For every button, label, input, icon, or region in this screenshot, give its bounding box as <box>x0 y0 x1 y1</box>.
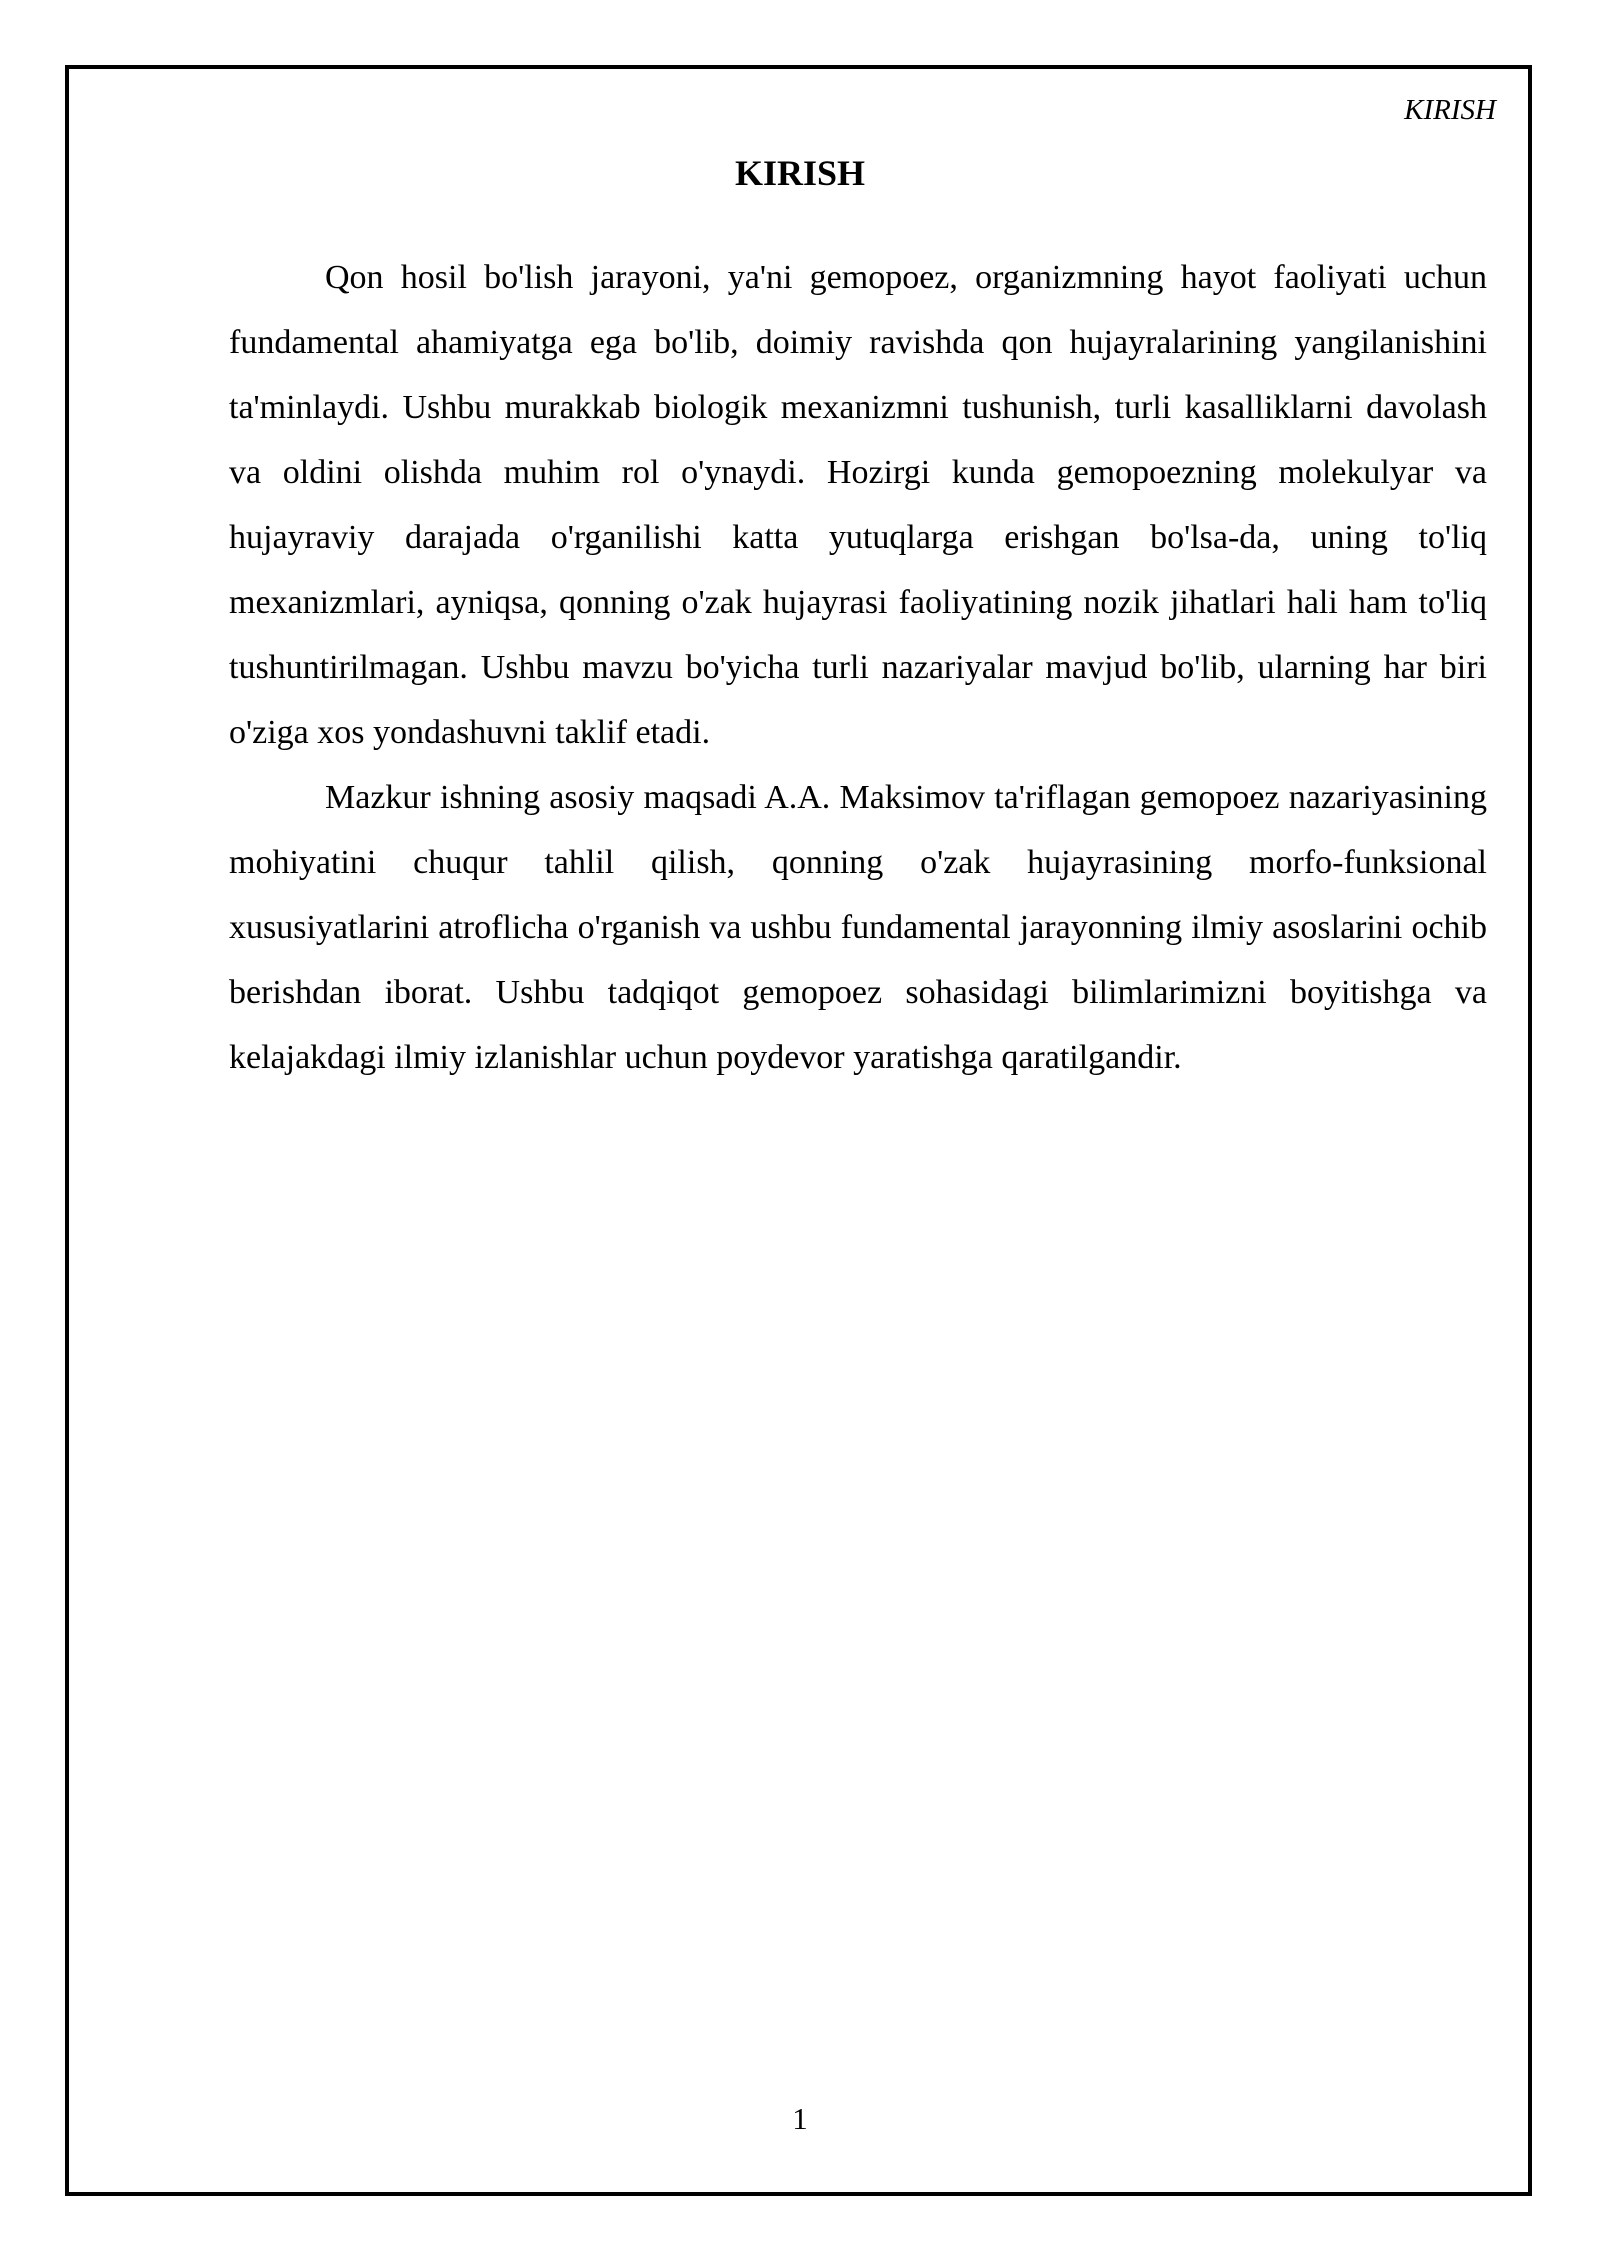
body-text <box>229 245 1487 1090</box>
page-title: KIRISH <box>734 153 866 193</box>
page-number: 1 <box>792 2101 808 2136</box>
paragraph: Qon hosil bo'lish jarayoni, ya'ni gemopoez, organizmning hayot faoliyati uchun fundamental ahamiyatga ega bo'lib, doimiy ravishda qon hujayralarining yangilanishini ta'minlaydi. Ushbu murakkab biologik mexanizmni tushunish, turli kasalliklarni davolash va oldini olishda muhim rol o'ynaydi. Hozirgi kunda gemopoezning molekulyar va hujayraviy darajada o'rganilishi katta yutuqlarga erishgan bo'lsa-da, uning to'liq mexanizmlari, ayniqsa, qonning o'zak hujayrasi faoliyatining nozik jihatlari hali ham to'liq tushuntirilmagan. Ushbu mavzu bo'yicha turli nazariyalar mavjud bo'lib, ularning har biri o'ziga xos yondashuvni taklif etadi. <box>229 259 1487 751</box>
running-header: KIRISH <box>1404 94 1496 126</box>
paragraph: Mazkur ishning asosiy maqsadi A.A. Maksimov ta'riflagan gemopoez nazariyasining mohiyatini chuqur tahlil qilish, qonning o'zak hujayrasining morfo-funksional xususiyatlarini atroflicha o'rganish va ushbu fundamental jarayonning ilmiy asoslarini ochib berishdan iborat. Ushbu tadqiqot gemopoez sohasidagi bilimlarimizni boyitishga va kelajakdagi ilmiy izlanishlar uchun poydevor yaratishga qaratilgandir. <box>229 779 1487 1076</box>
